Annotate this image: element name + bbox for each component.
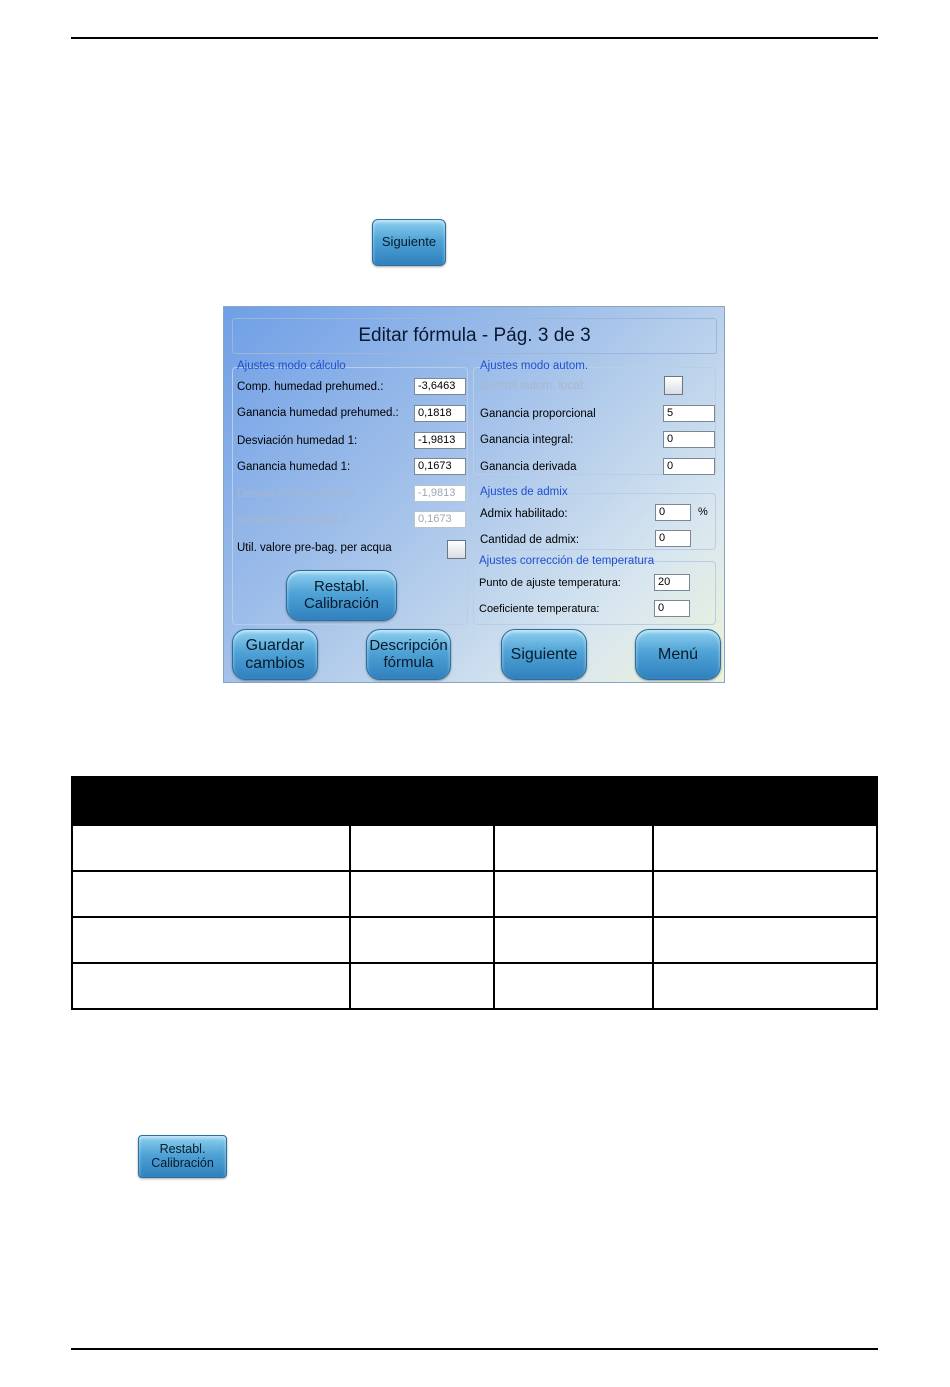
table-cell [494,963,653,1009]
table-row [72,963,877,1009]
local-auto-control-label: Control autom. local: [480,380,586,392]
header-rule [71,37,878,39]
auto-row-label: Ganancia proporcional [480,408,596,420]
siguiente-button[interactable]: Siguiente [372,219,446,266]
table-header-cell [350,777,494,825]
next-button[interactable]: Siguiente [501,629,587,680]
temp-setpoint-input[interactable]: 20 [654,574,690,591]
admix-amount-input[interactable]: 0 [655,530,691,547]
edit-formula-screen [223,306,725,683]
table-header-cell [72,777,350,825]
calc-row-label-disabled: Ganancia humedad 2: [237,514,351,526]
reset-calibration-button[interactable]: Restabl. Calibración [286,570,397,621]
screen-title: Editar fórmula - Pág. 3 de 3 [232,318,717,354]
table-cell [72,825,350,871]
temp-coef-label: Coeficiente temperatura: [479,603,600,615]
auto-row-label: Ganancia integral: [480,434,574,446]
admix-legend: Ajustes de admix [480,486,568,498]
temperature-legend: Ajustes corrección de temperatura [479,555,655,567]
humidity-gain-prehumid-input[interactable]: 0,1818 [414,405,466,422]
auto-row-label: Ganancia derivada [480,461,577,473]
prebag-water-checkbox[interactable] [447,540,466,559]
footer-rule [71,1348,878,1350]
table-cell [653,917,877,963]
humidity-gain-1-input[interactable]: 0,1673 [414,458,466,475]
formula-description-button[interactable]: Descripción fórmula [366,629,451,680]
table-row [72,871,877,917]
temp-setpoint-label: Punto de ajuste temperatura: [479,577,621,589]
admix-amount-label: Cantidad de admix: [480,534,580,546]
calc-row-label-disabled: Desviación humedad 2: [237,488,358,500]
humidity-gain-2-input: 0,1673 [414,511,466,528]
menu-button[interactable]: Menú [635,629,721,680]
humidity-offset-1-input[interactable]: -1,9813 [414,432,466,449]
table-cell [72,917,350,963]
save-changes-button[interactable]: Guardar cambios [232,629,318,680]
percent-sign: % [698,506,708,518]
humidity-offset-2-input: -1,9813 [414,485,466,502]
table-header-row [72,777,877,825]
table-cell [350,963,494,1009]
temp-coef-input[interactable]: 0 [654,600,690,617]
table-cell [494,917,653,963]
table-header-cell [494,777,653,825]
table-row [72,825,877,871]
proportional-gain-input[interactable]: 5 [663,405,715,422]
table-cell [653,825,877,871]
derivative-gain-input[interactable]: 0 [663,458,715,475]
calc-row-label: Ganancia humedad 1: [237,461,351,473]
admix-enabled-label: Admix habilitado: [480,508,568,520]
auto-settings-legend: Ajustes modo autom. [480,360,589,372]
calc-row-label: Comp. humedad prehumed.: [237,381,384,393]
table-cell [653,871,877,917]
humidity-comp-prehumid-input[interactable]: -3,6463 [414,378,466,395]
table-cell [350,825,494,871]
calc-row-label: Ganancia humedad prehumed.: [237,407,399,419]
table-row [72,917,877,963]
calc-settings-legend: Ajustes modo cálculo [237,360,346,372]
table-header-cell [653,777,877,825]
table-cell [72,963,350,1009]
table-cell [653,963,877,1009]
calc-row-label: Desviación humedad 1: [237,435,358,447]
prebag-water-label: Util. valore pre-bag. per acqua [237,542,392,554]
admix-enabled-input[interactable]: 0 [655,504,691,521]
reference-table [71,776,878,1010]
table-cell [350,871,494,917]
table-cell [494,825,653,871]
integral-gain-input[interactable]: 0 [663,431,715,448]
table-cell [350,917,494,963]
table-cell [494,871,653,917]
table-cell [72,871,350,917]
reset-calibration-icon-button[interactable]: Restabl. Calibración [138,1135,227,1178]
local-auto-control-checkbox[interactable] [664,376,683,395]
